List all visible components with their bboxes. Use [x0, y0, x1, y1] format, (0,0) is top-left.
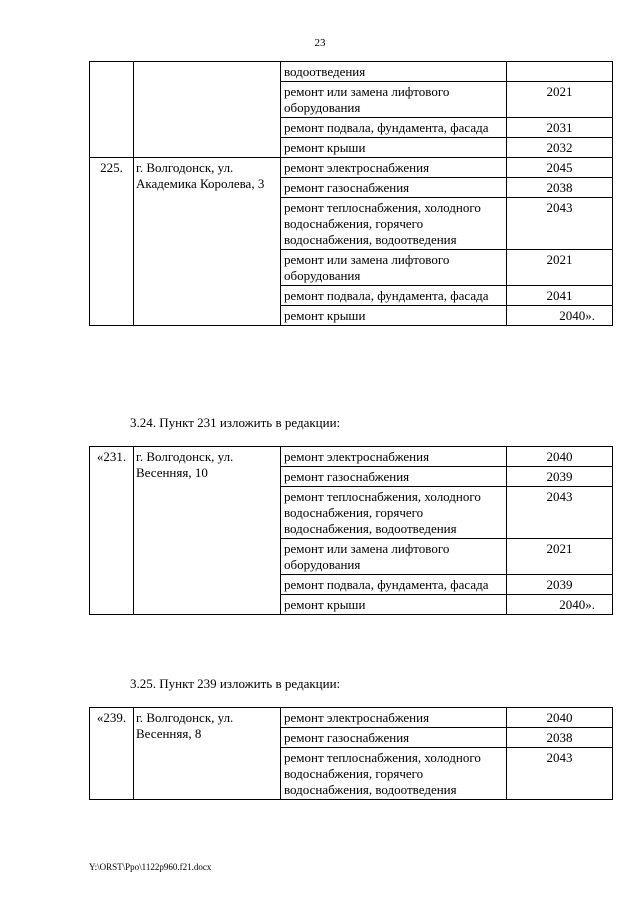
- cell-address: г. Волгодонск, ул. Весенняя, 8: [134, 708, 281, 800]
- cell-address: г. Волгодонск, ул. Академика Королева, 3: [134, 158, 281, 326]
- page-number: 23: [314, 37, 326, 49]
- cell-year: 2021: [507, 250, 613, 286]
- cell-work: ремонт или замена лифтового оборудования: [281, 539, 507, 575]
- table-row: [90, 158, 613, 178]
- cell-year: 2039: [507, 575, 613, 595]
- cell-work: ремонт подвала, фундамента, фасада: [281, 118, 507, 138]
- cell-year: 2040».: [507, 306, 613, 326]
- cell-year: 2040».: [507, 595, 613, 615]
- cell-year: 2043: [507, 487, 613, 539]
- cell-work: ремонт газоснабжения: [281, 467, 507, 487]
- cell-year: 2045: [507, 158, 613, 178]
- table-row: [90, 708, 613, 728]
- cell-work: ремонт электроснабжения: [281, 158, 507, 178]
- cell-work: ремонт крыши: [281, 306, 507, 326]
- cell-year: 2031: [507, 118, 613, 138]
- footer-file-path: Y:\ORST\Ppo\1122p960.f21.docx: [89, 862, 212, 872]
- cell-work: ремонт крыши: [281, 595, 507, 615]
- table-row: [90, 62, 613, 82]
- cell-year: 2032: [507, 138, 613, 158]
- cell-year: 2038: [507, 178, 613, 198]
- cell-year: 2043: [507, 748, 613, 800]
- cell-year: 2021: [507, 82, 613, 118]
- cell-work: ремонт газоснабжения: [281, 728, 507, 748]
- cell-work: ремонт или замена лифтового оборудования: [281, 250, 507, 286]
- cell-work: ремонт теплоснабжения, холодного водоснабжения, горячего водоснабжения, водоотведения: [281, 487, 507, 539]
- cell-entry-number: «231.: [90, 447, 134, 615]
- cell-address-empty: [134, 62, 281, 158]
- cell-work: ремонт подвала, фундамента, фасада: [281, 286, 507, 306]
- cell-year: 2021: [507, 539, 613, 575]
- cell-entry-number: «239.: [90, 708, 134, 800]
- cell-work: ремонт или замена лифтового оборудования: [281, 82, 507, 118]
- cell-work: ремонт электроснабжения: [281, 447, 507, 467]
- cell-year: [507, 62, 613, 82]
- table-row: [90, 447, 613, 467]
- cell-work: ремонт газоснабжения: [281, 178, 507, 198]
- cell-year: 2038: [507, 728, 613, 748]
- cell-work: водоотведения: [281, 62, 507, 82]
- cell-year: 2040: [507, 708, 613, 728]
- cell-work: ремонт электроснабжения: [281, 708, 507, 728]
- table-entry-225: [89, 61, 613, 326]
- cell-work: ремонт теплоснабжения, холодного водоснабжения, горячего водоснабжения, водоотведения: [281, 198, 507, 250]
- cell-year: 2043: [507, 198, 613, 250]
- amendment-paragraph-3-24: 3.24. Пункт 231 изложить в редакции:: [130, 415, 341, 430]
- cell-year: 2039: [507, 467, 613, 487]
- table-entry-239: [89, 707, 613, 800]
- table-entry-231: [89, 446, 613, 615]
- cell-year: 2041: [507, 286, 613, 306]
- cell-work: ремонт теплоснабжения, холодного водоснабжения, горячего водоснабжения, водоотведения: [281, 748, 507, 800]
- cell-address: г. Волгодонск, ул. Весенняя, 10: [134, 447, 281, 615]
- cell-year: 2040: [507, 447, 613, 467]
- cell-work: ремонт подвала, фундамента, фасада: [281, 575, 507, 595]
- amendment-paragraph-3-25: 3.25. Пункт 239 изложить в редакции:: [130, 676, 341, 691]
- cell-entry-number: 225.: [90, 158, 134, 326]
- cell-number-empty: [90, 62, 134, 158]
- cell-work: ремонт крыши: [281, 138, 507, 158]
